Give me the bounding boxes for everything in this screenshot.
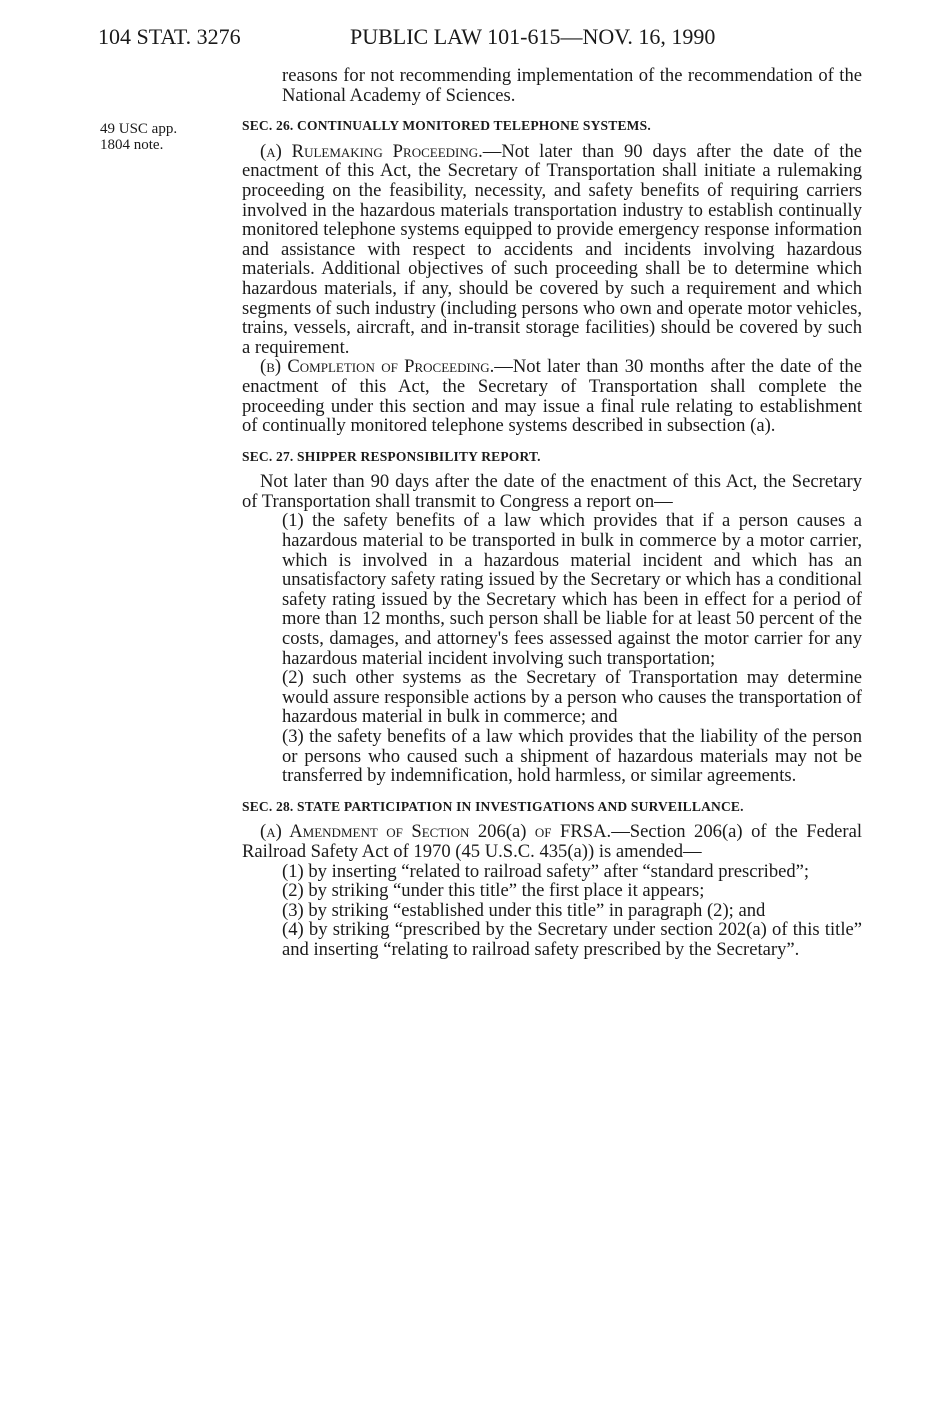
section-28-item-1: (1) by inserting “related to railroad safety” after “standard prescribed”; [282,860,810,882]
document-body [242,66,862,960]
section-28-a [242,822,862,861]
section-28-item-3: (3) by striking “established under this title” in paragraph (2); and [282,899,766,921]
section-28-heading: SEC. 28. STATE PARTICIPATION IN INVESTIGATIONS AND SURVEILLANCE. [242,798,744,814]
intro-paragraph: reasons for not recommending implementation of the recommendation of the National Academy of Sciences. [282,65,862,106]
section-26-b-text: —Not later than 30 months after the date of the enactment of this Act, the Secretary of Transportation shall complete the proceeding under this section and may issue a final rule relating to establishment of continually monitored telephone systems described in subsection (a). [242,356,862,437]
section-28-item-4: (4) by striking “prescribed by the Secretary under section 202(a) of this title” and inserting “relating to railroad safety prescribed by the Secretary”. [282,919,862,960]
section-28-item-2: (2) by striking “under this title” the first place it appears; [282,880,705,902]
section-26-a [242,142,862,358]
law-title: PUBLIC LAW 101-615—NOV. 16, 1990 [350,24,716,49]
section-27-item-2: (2) such other systems as the Secretary of Transportation may determine would assure responsible actions by a person who causes the transportation of hazardous material in bulk in commerce; and [282,667,862,728]
page-header [98,24,758,54]
section-28-a-label-4: FRSA. [560,821,612,843]
section-28-a-text: —Section 206(a) of the Federal Railroad Safety Act of 1970 (45 U.S.C. 435(a)) is amended— [242,821,863,862]
section-28-a-label-3: of [534,821,552,843]
section-26-heading: SEC. 26. CONTINUALLY MONITORED TELEPHONE SYSTEMS. [242,118,651,134]
section-27-intro: Not later than 90 days after the date of the enactment of this Act, the Secretary of Transportation shall transmit to Congress a report on— [242,471,862,512]
section-26-b [242,357,862,435]
margin-note-line-1: 49 USC app. [100,121,178,137]
section-26-a-text: —Not later than 90 days after the date of the enactment of this Act, the Secretary of Transportation shall initiate a rulemaking proceeding on the feasibility, necessity, and safety benefits of requiring carriers involved in the hazardous materials transportation industry to establish continually monitored telephone systems equipped to provide emergency response information and assistance with respect to accidents and incidents involving hazardous materials. Additional objectives of such proceeding shall be to determine which hazardous materials, if any, should be covered by such a requirement and which segments of such industry (including persons who own and operate motor vehicles, trains, vessels, aircraft, and in-transit storage facilities) should be covered by such a requirement. [242,140,863,358]
margin-note [100,121,210,153]
section-27-heading: SEC. 27. SHIPPER RESPONSIBILITY REPORT. [242,448,541,464]
section-27-item-3: (3) the safety benefits of a law which provides that the liability of the person or persons who caused such a shipment of hazardous materials may not be transferred by indemnification, hold harmless, or similar agreements. [282,726,862,787]
section-26-a-label: (a) Rulemaking Proceeding. [260,140,483,162]
section-28-a-label-2: 206(a) [477,821,527,843]
section-26-b-label: (b) Completion of Proceeding. [260,356,495,378]
stat-page-number: 104 STAT. 3276 [98,24,241,49]
margin-note-line-2: 1804 note. [100,137,164,153]
section-27-item-1: (1) the safety benefits of a law which provides that if a person causes a hazardous material to be transported in bulk in commerce by a motor carrier, which is involved in a hazardous material incident and which has an unsatisfactory safety rating issued by the Secretary or which has a conditional safety rating issued by the Secretary which has been in effect for a period of more than 12 months, such person shall be liable for at least 50 percent of the costs, damages, and attorney's fees assessed against the motor carrier for any hazardous material incident involving such transportation; [282,510,862,669]
section-28-a-label: (a) Amendment of Section [260,821,470,843]
